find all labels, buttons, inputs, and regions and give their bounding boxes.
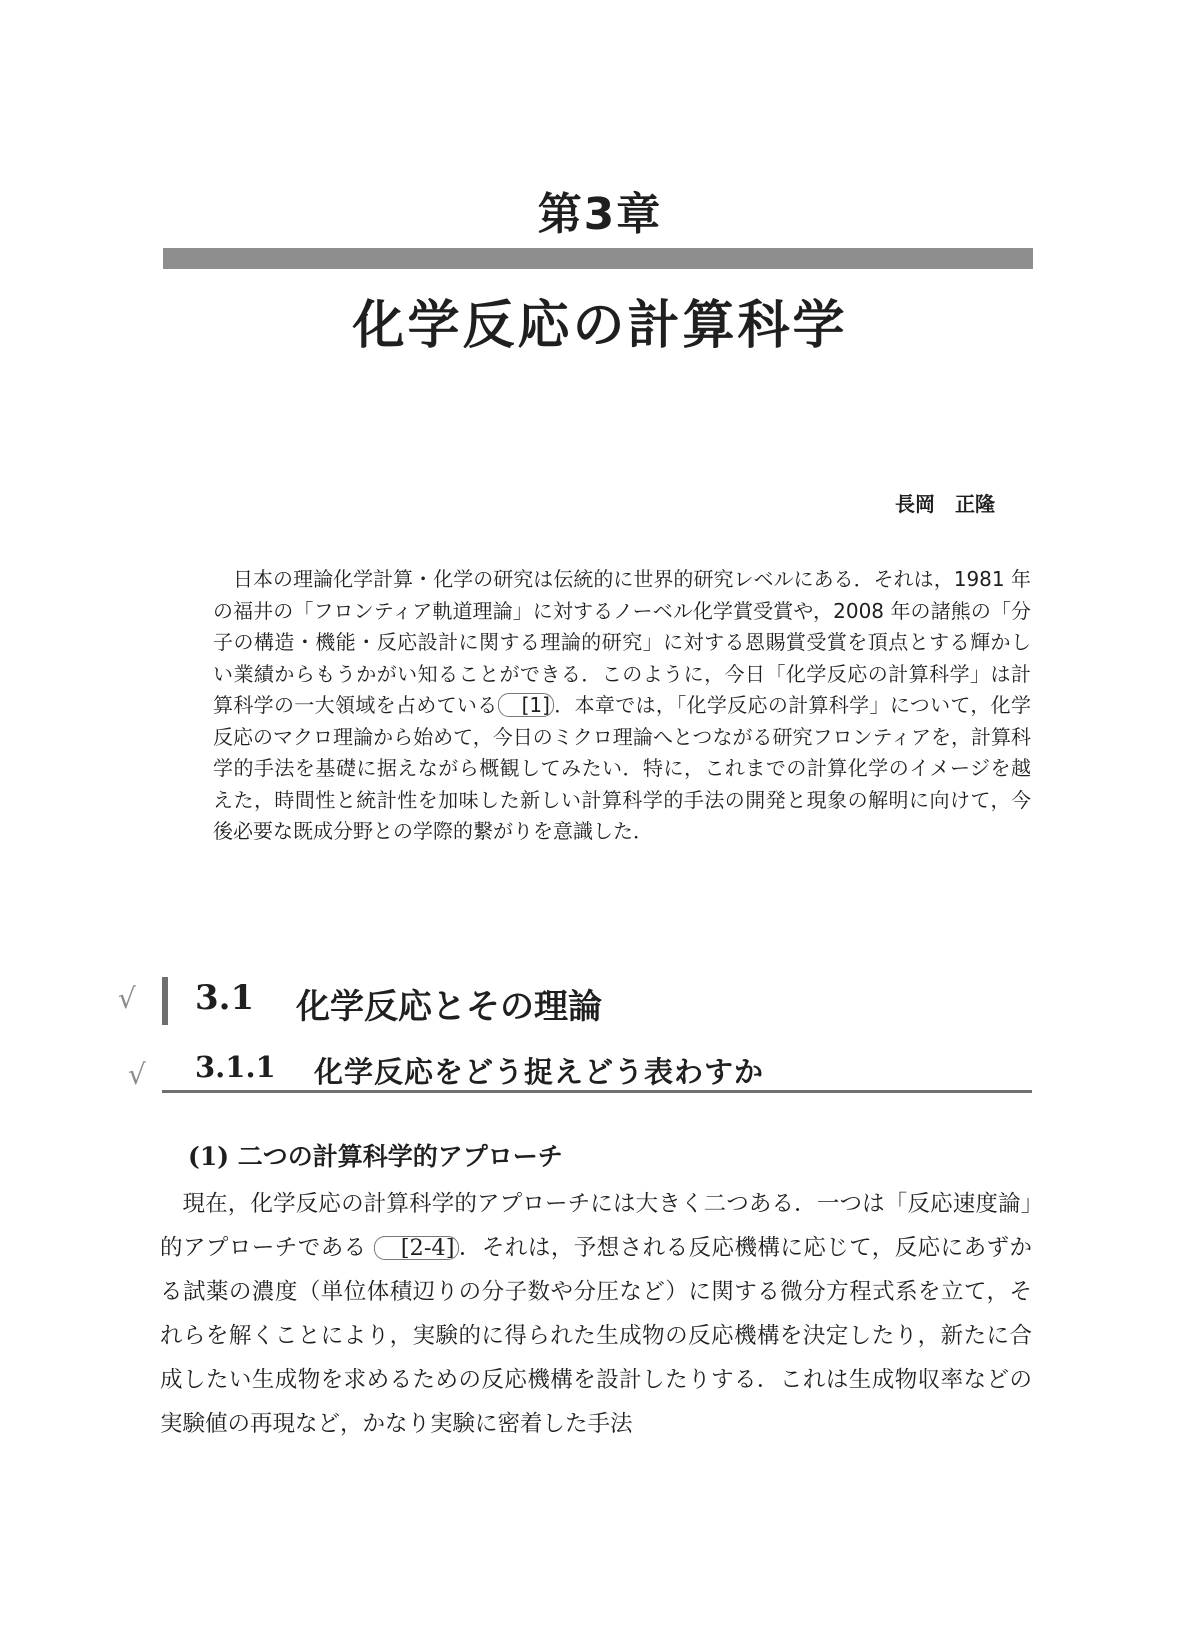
body-text-2: ．それは，予想される反応機構に応じて，反応にあずかる試薬の濃度（単位体積辺りの分子数や分圧など）に関する微分方程式系を立て，それらを解くことにより，実験的に得られた生成物の反応機構を決定したり，新たに合成したい生成物を求めるための反応機構を設計したりする．これは生成物収率などの実験値の再現など，かなり実験に密着した手法 [160, 1235, 1032, 1437]
check-mark-icon: √ [128, 1058, 146, 1091]
abstract-text-2: ．本章では，「化学反応の計算科学」について，化学反応のマクロ理論から始めて，今日のミクロ理論へとつながる研究フロンティアを，計算科学的手法を基礎に据えながら概観してみたい．特に，これまでの計算化学のイメージを越えた，時間性と統計性を加味した新しい計算科学的手法の開発と現象の解明に向けて，今後必要な既成分野との学際的繋がりを意識した． [213, 693, 1032, 843]
section-number: 3.1 [195, 978, 255, 1018]
abstract-text-1: 日本の理論化学計算・化学の研究は伝統的に世界的研究レベルにある．それは，1981 年の福井の「フロンティア軌道理論」に対するノーベル化学賞受賞や，2008 年の諸熊の「分子の構造・機能・反応設計に関する理論的研究」に対する恩賜賞受賞を頂点とする輝かしい業績からもうかがい知ることができる．このように，今日「化学反応の計算科学」は計算科学の一大領域を占めている [213, 567, 1031, 717]
body-text-1: 現在，化学反応の計算科学的アプローチには大きく二つある．一つは「反応速度論」的アプローチである [160, 1191, 1032, 1261]
check-mark-icon: √ [118, 982, 136, 1015]
section-marker-bar [162, 977, 168, 1025]
paragraph-heading-number: (1) [188, 1142, 230, 1171]
author-name: 長岡 正隆 [895, 492, 995, 516]
section-title: 化学反応とその理論 [296, 987, 602, 1027]
body-paragraph [160, 1182, 1032, 1446]
abstract-paragraph [213, 564, 1031, 848]
subsection-underline [162, 1090, 1032, 1093]
chapter-abstract [213, 564, 1031, 848]
subsection-number: 3.1.1 [195, 1050, 276, 1084]
body-text [160, 1182, 1032, 1446]
chapter-divider-bar [163, 248, 1033, 269]
paragraph-heading-title: 二つの計算科学的アプローチ [237, 1142, 563, 1171]
chapter-label: 第3章 [537, 189, 663, 240]
subsection-title: 化学反応をどう捉えどう表わすか [314, 1055, 765, 1089]
body-citation: [2-4] [374, 1236, 458, 1260]
paragraph-heading [188, 1137, 563, 1173]
abstract-citation: [1] [498, 693, 554, 717]
chapter-title: 化学反応の計算科学 [352, 296, 848, 356]
